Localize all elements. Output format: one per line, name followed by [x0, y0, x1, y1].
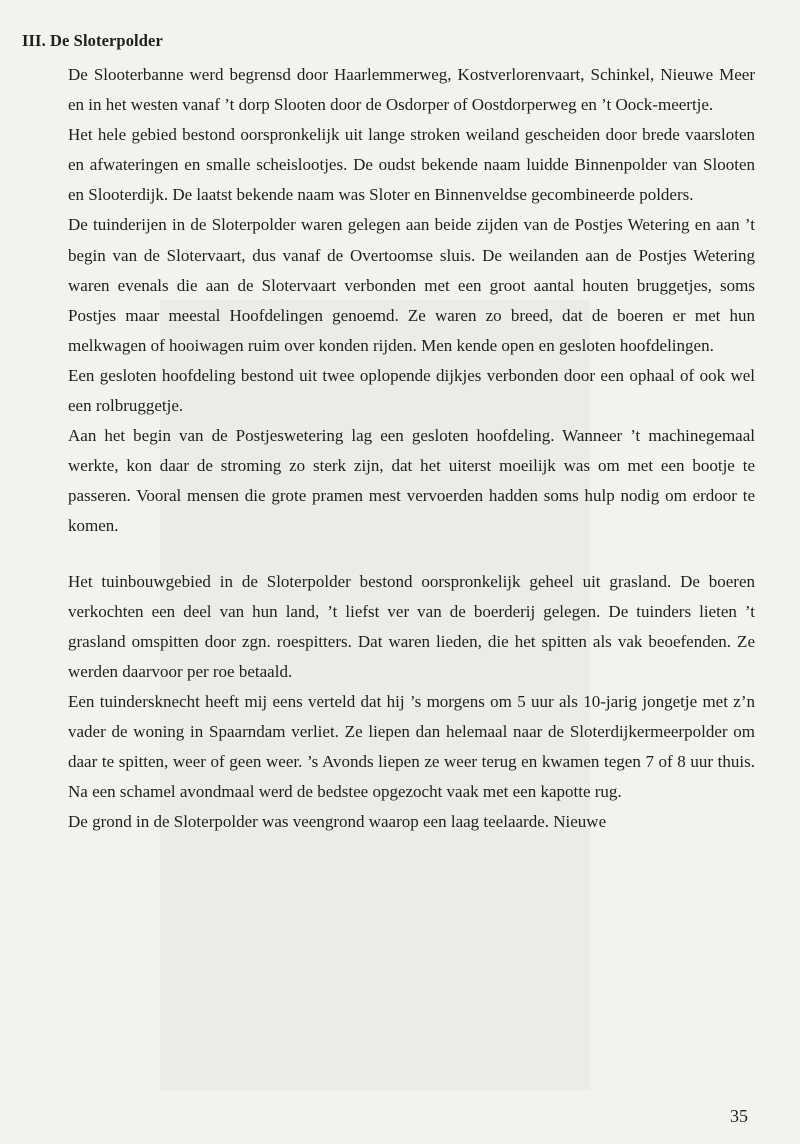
- paragraph-gebied: Het hele gebied bestond oorspronkelijk uit lange stroken weiland gescheiden door brede vaarsloten en afwateringen en smalle scheislootjes. De oudst bekende naam luidde Binnenpolder van Slooten en Slooterdijk. De laatst bekende naam was Sloter en Binnenveldse gecombineerde polders.: [68, 125, 755, 205]
- page-number: 35: [730, 1106, 748, 1126]
- paragraph-gesloten-hoofdeling: Een gesloten hoofdeling bestond uit twee oplopende dijkjes verbonden door een ophaal of ook wel een rolbruggetje.: [68, 365, 755, 416]
- paragraph-slooterbanne: De Slooterbanne werd begrensd door Haarlemmerweg, Kostverlorenvaart, Schinkel, Nieuwe Meer en in het westen vanaf ’t dorp Slooten door de Osdorper of Oostdorperweg en ’t Oock-meertje.: [68, 65, 755, 115]
- paragraph-tuinderijen: De tuinderijen in de Sloterpolder waren gelegen aan beide zijden van de Postjes Wetering en aan ’t begin van de Slotervaart, dus vanaf de Overtoomse sluis. De weilanden aan de Postjes Wetering waren evenals die aan de Slotervaart verbonden met een groot aantal houten bruggetjes, soms Postjes maar meestal Hoofdelingen genoemd. Ze waren zo breed, dat de boeren er met hun melkwagen of hooiwagen ruim over konden rijden. Men kende open en gesloten hoofdelingen.: [68, 215, 755, 355]
- paragraph-tuinbouwgebied: Het tuinbouwgebied in de Sloterpolder bestond oorspronkelijk geheel uit grasland. De boeren verkochten een deel van hun land, ’t liefst ver van de boerderij gelegen. De tuinders lieten ’t grasland omspitten door zgn. roespitters. Dat waren lieden, die het spitten als vak beoefenden. Ze werden daarvoor per roe betaald.: [68, 571, 755, 681]
- paragraph-grond: De grond in de Sloterpolder was veengrond waarop een laag teelaarde. Nieuwe: [68, 812, 607, 832]
- body-text: [68, 60, 755, 837]
- paragraph-tuindersknecht: Een tuindersknecht heeft mij eens verteld dat hij ’s morgens om 5 uur als 10-jarig jongetje met z’n vader de woning in Spaarndam verliet. Ze liepen dan helemaal naar de Sloterdijkermeerpolder om daar te spitten, weer of geen weer. ’s Avonds liepen ze weer terug en kwamen tegen 7 of 8 uur thuis. Na een schamel avondmaal werd de bedstee opgezocht vaak met een kapotte rug.: [68, 691, 755, 802]
- paragraph-postjeswetering: Aan het begin van de Postjeswetering lag een gesloten hoofdeling. Wanneer ’t machinegemaal werkte, kon daar de stroming zo sterk zijn, dat het uiterst moeilijk was om met een bootje te passeren. Vooral mensen die grote pramen mest vervoerden hadden soms hulp nodig om erdoor te komen.: [68, 426, 755, 536]
- chapter-heading: III. De Sloterpolder: [22, 31, 163, 50]
